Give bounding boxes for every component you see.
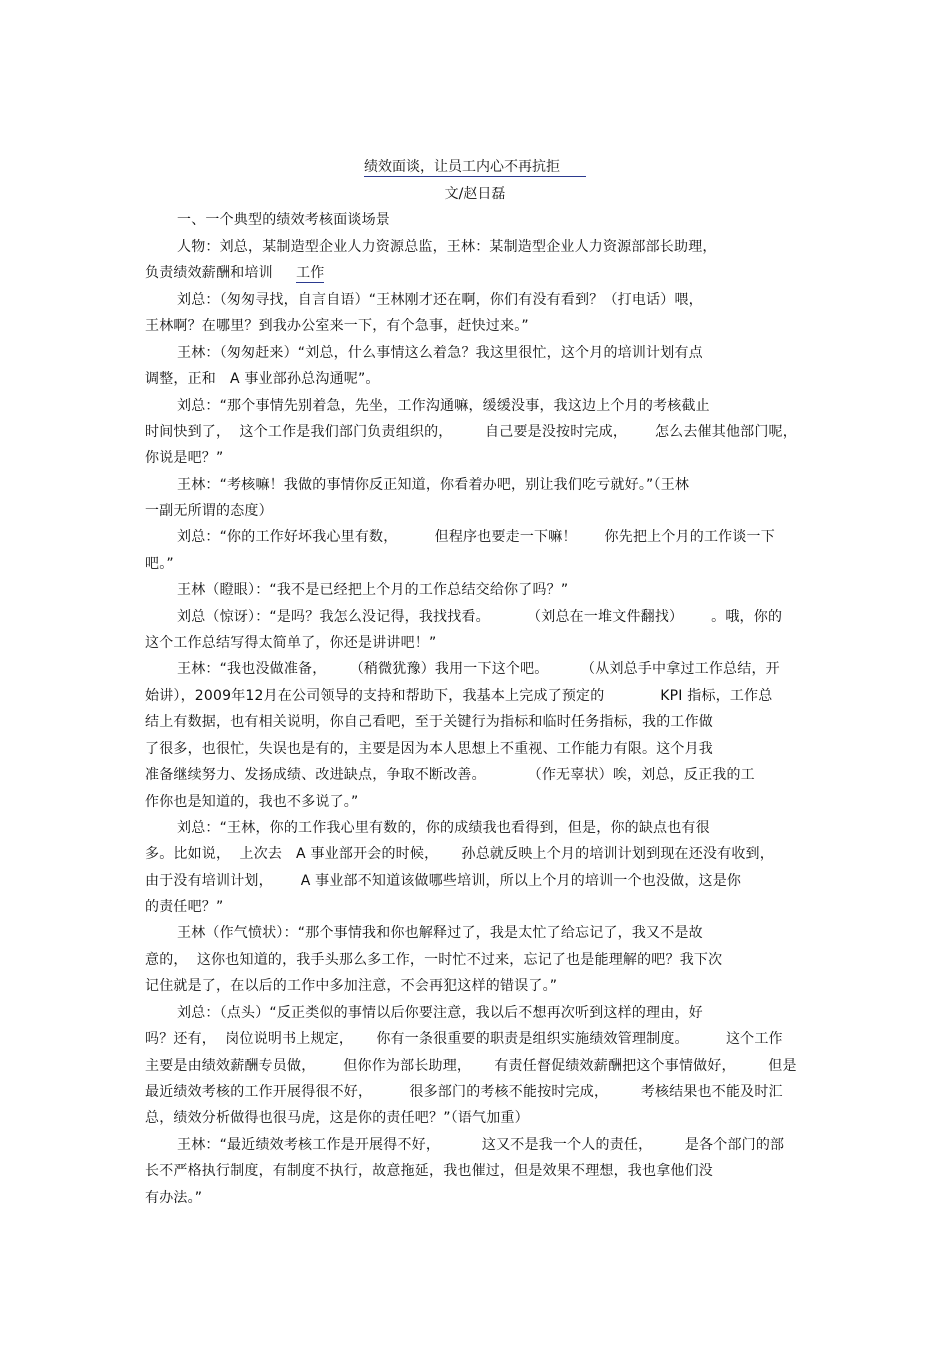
paragraph-line: 总，绩效分析做得也很马虎，这是你的责任吧？”（语气加重） [145,1110,529,1126]
paragraph-line: 最近绩效考核的工作开展得很不好， 很多部门的考核不能按时完成， 考核结果也不能及时汇 [145,1084,783,1100]
paragraph-line: 作你也是知道的，我也不多说了。” [145,794,359,810]
title-text: 绩效面谈，让员工内心不再抗拒 [364,159,586,177]
paragraph-line: 吧。” [145,556,174,572]
paragraph-line: 人物：刘总，某制造型企业人力资源总监，王林：某制造型企业人力资源部部长助理， [177,239,717,255]
paragraph-line: 主要是由绩效薪酬专员做， 但你作为部长助理， 有责任督促绩效薪酬把这个事情做好， 但是 [145,1058,797,1074]
paragraph-line: 王林（作气愤状）：“那个事情我和你也解释过了，我是太忙了给忘记了，我又不是故 [177,925,703,941]
paragraph-line: 多。比如说， 上次去 A 事业部开会的时候， 孙总就反映上个月的培训计划到现在还没有收到， [145,846,774,862]
work-link[interactable]: 工作 [296,265,325,281]
paragraph-line: 王林：（匆匆赶来）“刘总，什么事情这么着急？我这里很忙，这个月的培训计划有点 [177,345,703,361]
paragraph-line: 刘总：“王林，你的工作我心里有数的，你的成绩我也看得到，但是，你的缺点也有很 [177,820,710,836]
paragraph-text: 负责绩效薪酬和培训 [145,265,273,281]
paragraph-line: 一副无所谓的态度） [145,503,273,519]
author-line: 文/赵日磊 [444,186,506,202]
paragraph-line: 王林：“考核嘛！我做的事情你反正知道，你看着办吧，别让我们吃亏就好。”（王林 [177,477,690,493]
paragraph-line: 意的， 这你也知道的，我手头那么多工作，一时忙不过来，忘记了也是能理解的吧？我下次 [145,952,723,968]
paragraph-line: 刘总（惊讶）：“是吗？我怎么没记得，我找找看。 （刘总在一堆文件翻找） 。哦，你的 [177,609,783,625]
paragraph-line: 有办法。” [145,1190,203,1206]
paragraph-line: 刘总：（点头）“反正类似的事情以后你要注意，我以后不想再次听到这样的理由，好 [177,1005,703,1021]
paragraph-line: 这个工作总结写得太简单了，你还是讲讲吧！” [145,635,437,651]
paragraph-line: 由于没有培训计划， A 事业部不知道该做哪些培训，所以上个月的培训一个也没做，这是你 [145,873,742,889]
paragraph-line: 吗？还有， 岗位说明书上规定， 你有一条很重要的职责是组织实施绩效管理制度。 这个工作 [145,1031,783,1047]
paragraph-line: 刘总：“那个事情先别着急，先坐，工作沟通嘛，缓缓没事，我这边上个月的考核截止 [177,398,710,414]
paragraph-line: 调整，正和 A 事业部孙总沟通呢”。 [145,371,380,387]
paragraph-line: 刘总：“你的工作好坏我心里有数， 但程序也要走一下嘛！ 你先把上个月的工作谈一下 [177,529,775,545]
paragraph-line: 刘总：（匆匆寻找，自言自语）“王林刚才还在啊，你们有没有看到？（打电话）喂， [177,292,703,308]
paragraph-line: 始讲），2009年12月在公司领导的支持和帮助下，我基本上完成了预定的 KPI 指标，工作总 [145,688,773,704]
paragraph-line: 王林啊？在哪里？到我办公室来一下，有个急事，赶快过来。” [145,318,529,334]
paragraph-line: 长不严格执行制度，有制度不执行，故意拖延，我也催过，但是效果不理想，我也拿他们没 [145,1163,713,1179]
paragraph-line [145,263,324,283]
paragraph-line: 你说是吧？” [145,450,224,466]
paragraph-line: 结上有数据，也有相关说明，你自己看吧，至于关键行为指标和临时任务指标，我的工作做 [145,714,713,730]
section-heading: 一、一个典型的绩效考核面谈场景 [177,212,390,228]
paragraph-line: 准备继续努力、发扬成绩、改进缺点，争取不断改善。 （作无辜状）唉，刘总，反正我的工 [145,767,755,783]
paragraph-line: 了很多，也很忙，失误也是有的，主要是因为本人思想上不重视、工作能力有限。这个月我 [145,741,713,757]
paragraph-line: 王林：“最近绩效考核工作是开展得不好， 这又不是我一个人的责任， 是各个部门的部 [177,1137,785,1153]
paragraph-line: 记住就是了，在以后的工作中多加注意，不会再犯这样的错误了。” [145,978,558,994]
document-title [0,157,950,177]
paragraph-line: 王林：“我也没做准备， （稍微犹豫）我用一下这个吧。 （从刘总手中拿过工作总结，开 [177,661,780,677]
paragraph-line: 时间快到了， 这个工作是我们部门负责组织的， 自己要是没按时完成， 怎么去催其他部门呢， [145,424,797,440]
paragraph-line: 王林（瞪眼）：“我不是已经把上个月的工作总结交给你了吗？” [177,582,569,598]
paragraph-line: 的责任吧？” [145,899,224,915]
